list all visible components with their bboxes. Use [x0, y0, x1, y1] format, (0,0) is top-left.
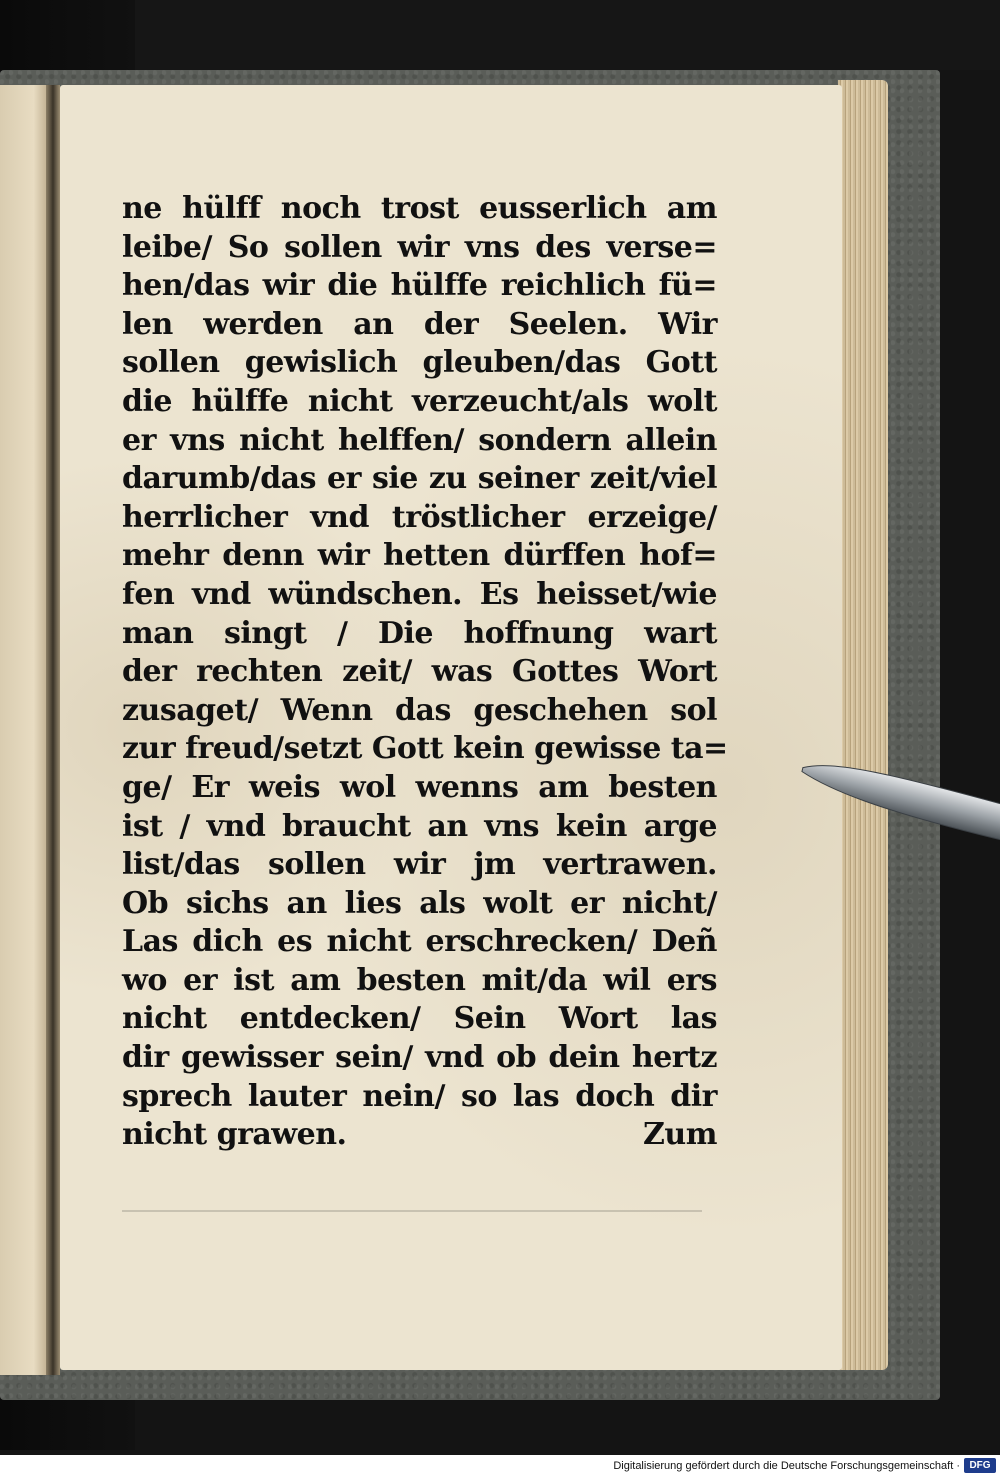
text-line: die hülffe nicht verzeucht/als wolt [122, 383, 717, 419]
text-line: dir gewisser sein/ vnd ob dein hertz [122, 1040, 717, 1076]
text-line: nicht entdecken/ Sein Wort las [122, 1001, 717, 1037]
text-line: darumb/das er sie zu seiner zeit/viel [122, 461, 717, 497]
text-line: ne hülff noch trost eusserlich am [122, 191, 717, 226]
catchword: Zum [643, 1117, 717, 1153]
text-line: sollen gewislich gleuben/das Gott [122, 345, 717, 381]
text-line: list/das sollen wir jm vertrawen. [122, 847, 717, 883]
text-line: Ob sichs an lies als wolt er nicht/ [122, 885, 717, 921]
bottom-rule [122, 1210, 702, 1212]
text-line: ge/ Er weis wol wenns am besten [122, 769, 717, 805]
last-text-line: nicht grawen. [122, 1117, 347, 1153]
text-line: Las dich es nicht erschrecken/ Deñ [122, 924, 717, 960]
credit-text: Digitalisierung gefördert durch die Deutsche Forschungsgemeinschaft · [613, 1459, 960, 1472]
text-line: sprech lauter nein/ so las doch dir [122, 1078, 717, 1114]
text-line: leibe/ So sollen wir vns des verse= [122, 229, 717, 265]
text-line: man singt / Die hoffnung wart [122, 615, 717, 651]
text-line: zur freud/setzt Gott kein gewisse ta= [122, 731, 728, 767]
dfg-logo: DFG [964, 1458, 996, 1473]
credit-bar [0, 1455, 1000, 1476]
text-line: der rechten zeit/ was Gottes Wort [122, 654, 717, 690]
left-page-edge [0, 85, 48, 1375]
text-line: zusaget/ Wenn das geschehen sol [122, 692, 717, 728]
page-text [122, 190, 728, 1155]
text-line: er vns nicht helffen/ sondern allein [122, 422, 717, 458]
text-line: wo er ist am besten mit/da wil ers [122, 962, 717, 998]
text-line: fen vnd wündschen. Es heisset/wie [122, 576, 717, 612]
page-edges [838, 80, 888, 1370]
final-line [122, 1116, 717, 1155]
text-line: hen/das wir die hülffe reichlich fü= [122, 268, 717, 304]
text-line: mehr denn wir hetten dürffen hof= [122, 538, 717, 574]
text-line: len werden an der Seelen. Wir [122, 306, 717, 342]
book-gutter [46, 85, 60, 1375]
text-line: ist / vnd braucht an vns kein arge [122, 808, 717, 844]
scan-background-top [0, 0, 1000, 70]
text-line: herrlicher vnd tröstlicher erzeige/ [122, 499, 717, 535]
